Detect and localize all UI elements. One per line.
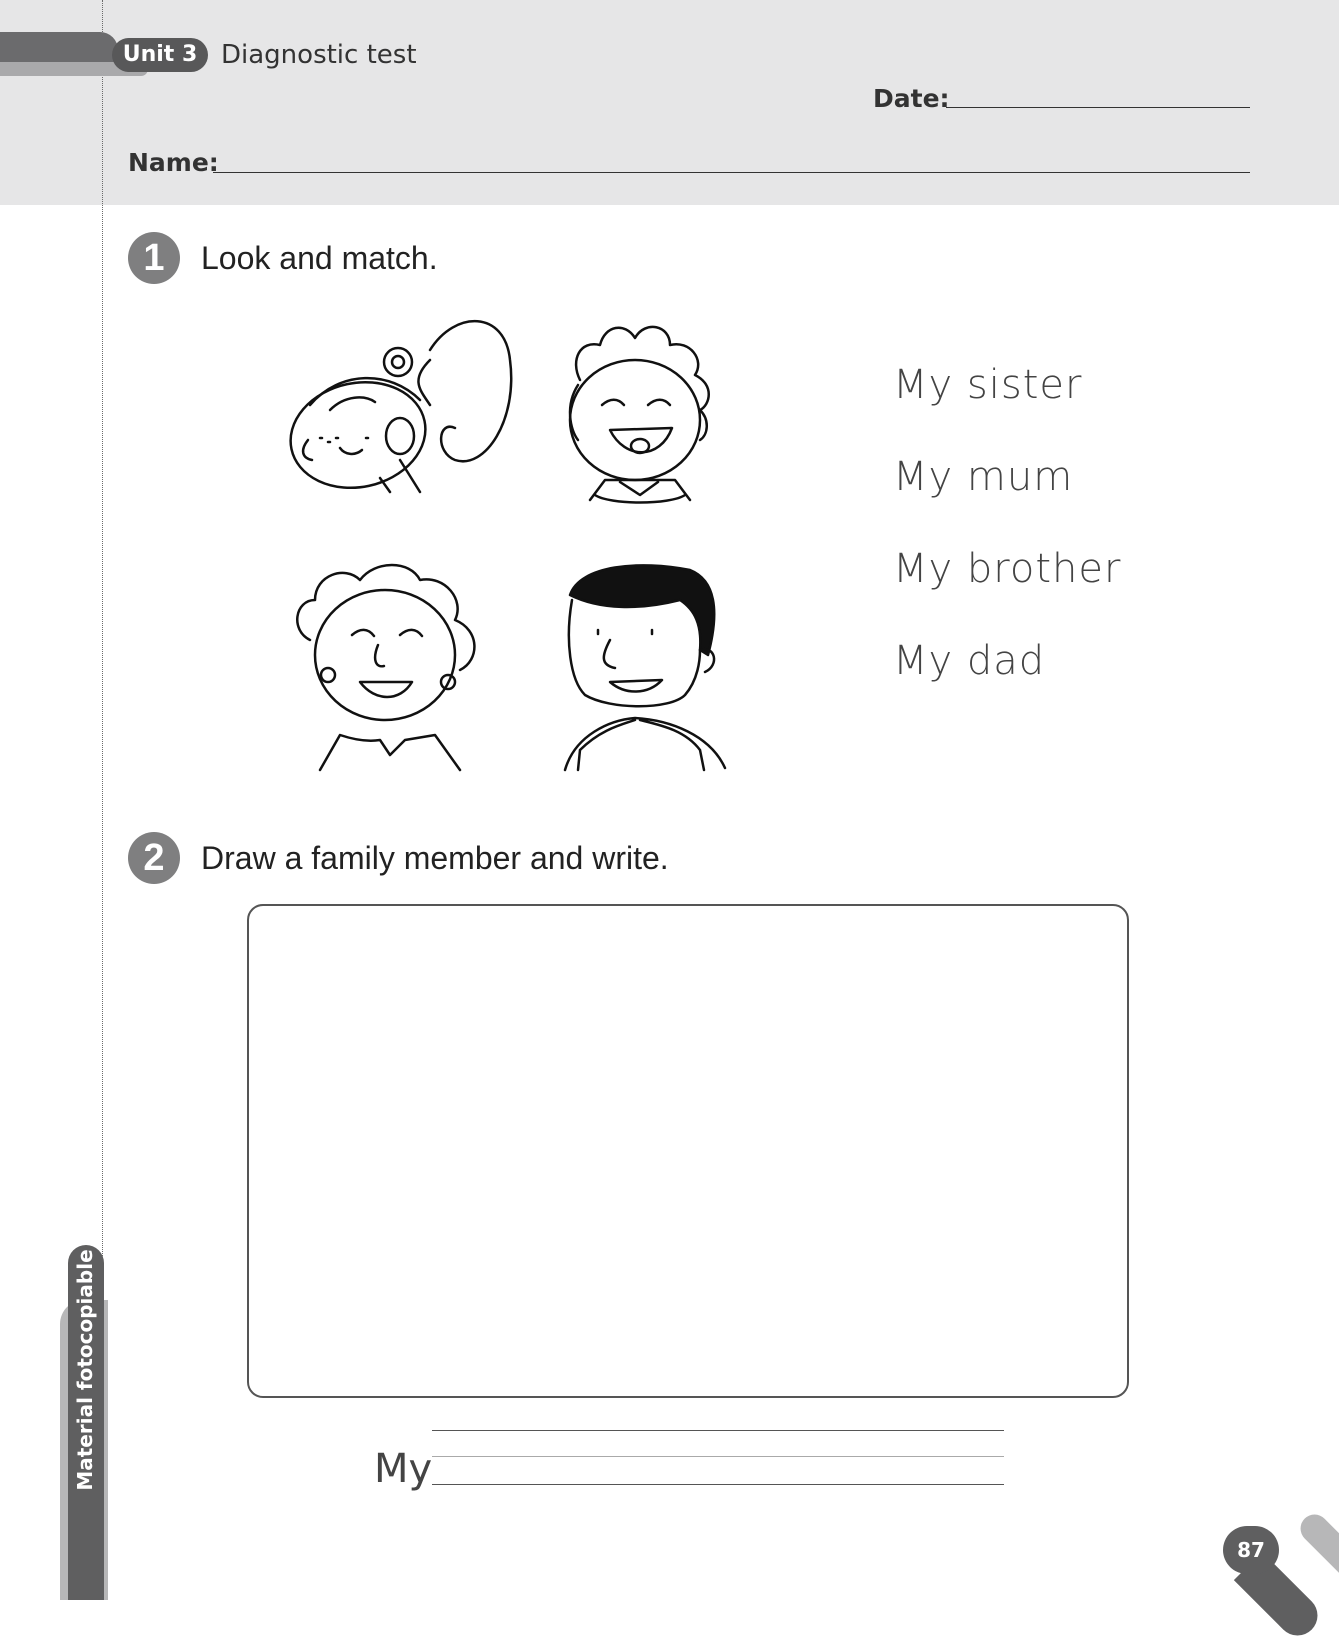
unit-badge: Unit 3 — [112, 38, 208, 72]
date-label: Date: — [873, 84, 950, 113]
phrase-my-brother: My brother — [893, 546, 1122, 592]
drawing-box[interactable] — [247, 904, 1129, 1398]
phrase-my-dad: My dad — [893, 638, 1046, 684]
writing-line-top — [432, 1430, 1004, 1431]
writing-line-mid — [432, 1456, 1004, 1457]
exercise-2-number: 2 — [128, 832, 180, 884]
curly-haired-woman-picture — [297, 565, 474, 770]
exercise-1-number: 1 — [128, 232, 180, 284]
page-number: 87 — [1223, 1526, 1279, 1574]
exercise-2-instruction: Draw a family member and write. — [201, 840, 669, 876]
curly-haired-boy-picture — [570, 327, 709, 503]
write-prefix: My — [374, 1446, 433, 1492]
date-field-line[interactable] — [946, 107, 1250, 108]
name-label: Name: — [128, 148, 219, 177]
smiling-man-picture — [565, 565, 725, 770]
side-tab-label: Material fotocopiable — [73, 1249, 97, 1491]
writing-line-base[interactable] — [432, 1484, 1004, 1485]
test-title: Diagnostic test — [221, 40, 417, 70]
girl-with-ponytail-picture — [281, 321, 512, 500]
phrase-my-mum: My mum — [893, 454, 1074, 500]
phrase-my-sister: My sister — [893, 362, 1083, 408]
name-field-line[interactable] — [213, 172, 1250, 173]
exercise-1-instruction: Look and match. — [201, 240, 438, 276]
page-corner-accent — [1295, 1509, 1339, 1600]
faces-illustration — [280, 310, 780, 790]
